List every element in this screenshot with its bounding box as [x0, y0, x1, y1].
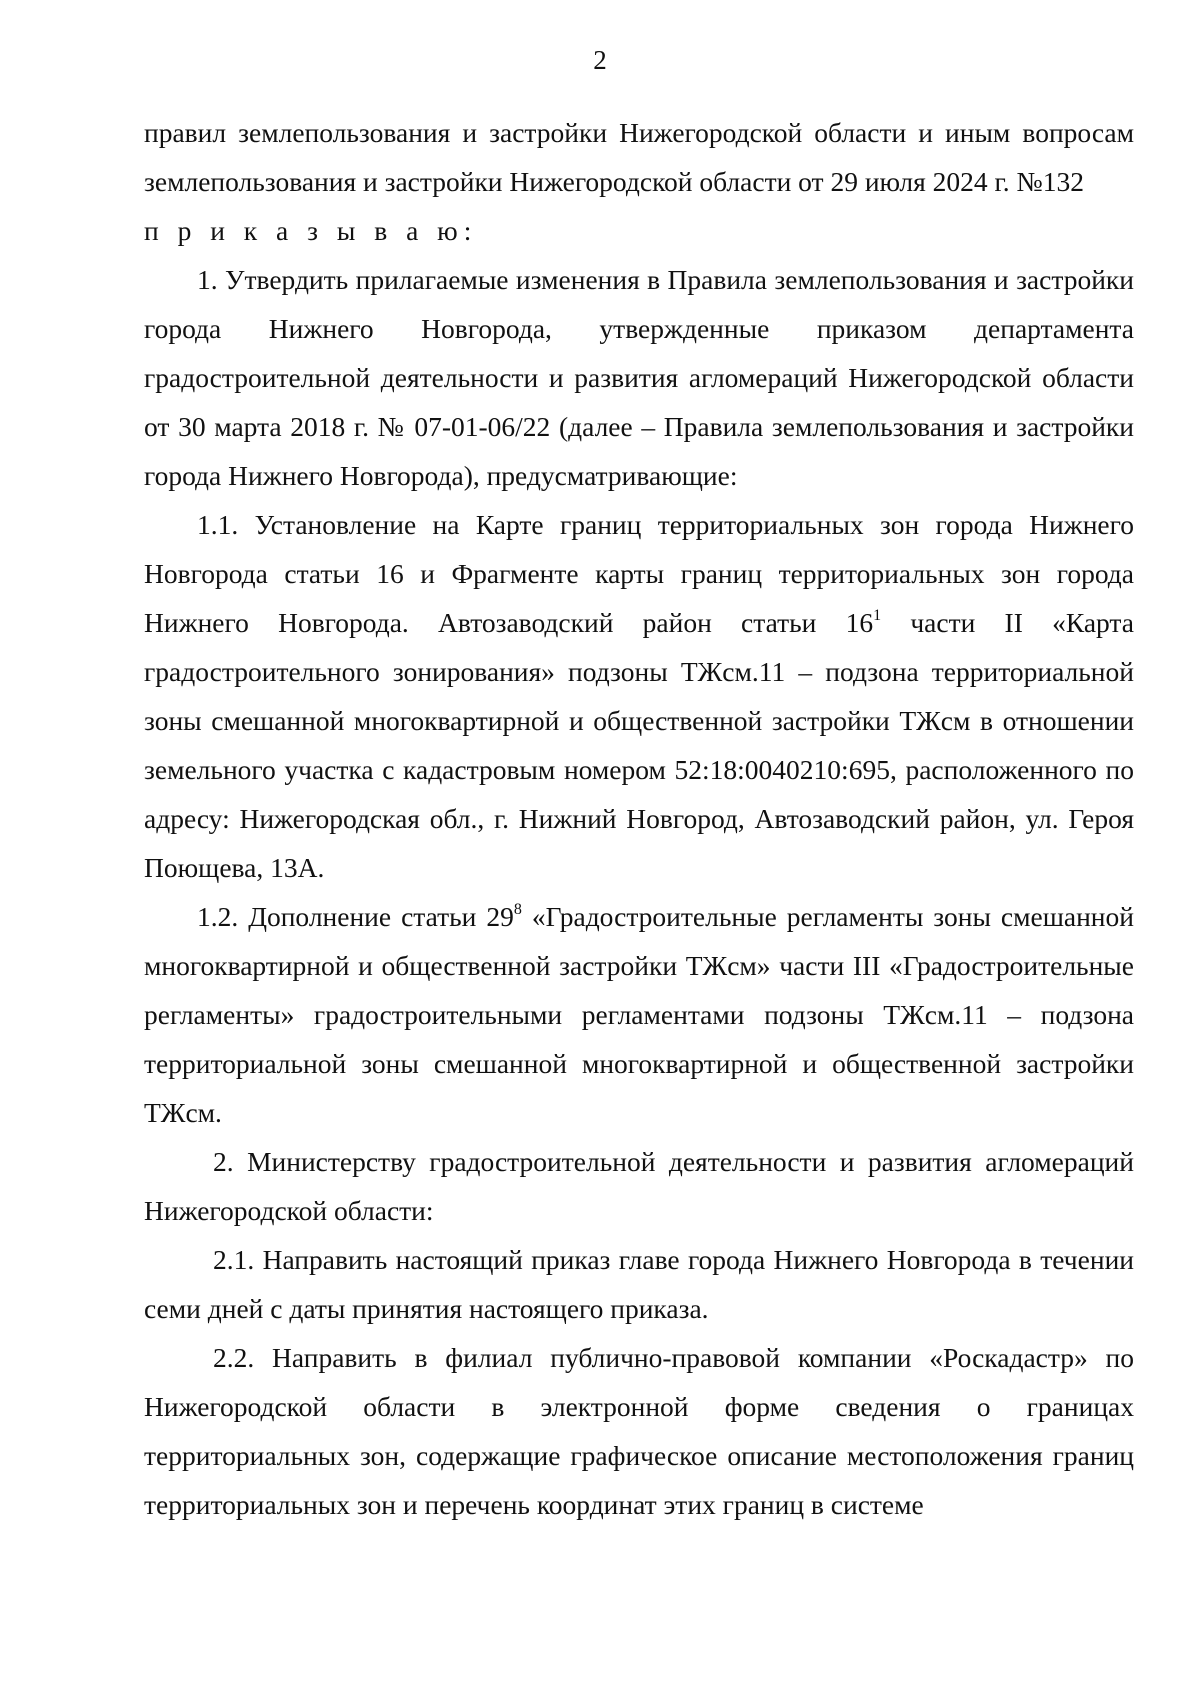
page-number: 2: [593, 45, 607, 75]
order-word: п р и к а з ы в а ю:: [144, 215, 478, 246]
paragraph-1-2-superscript: 8: [513, 900, 522, 918]
paragraph-1-1-superscript: 1: [873, 606, 882, 624]
paragraph-2-2: 2.2. Направить в филиал публично-правовой компании «Роскадастр» по Нижегородской области в электронной форме сведения о границах территориальных зон, содержащие графическое описание местоположения границ территориальных зон и перечень координат этих границ в системе: [144, 1342, 1134, 1520]
paragraph-1-1-text-a: 1.1. Установление на Карте границ территориальных зон города Нижнего Новгорода статьи 16 и Фрагменте карты границ территориальных зон города Нижнего Новгорода. Автозаводский район статьи 16: [144, 509, 1134, 638]
paragraph-1-1: [144, 500, 1134, 892]
document-body: [144, 108, 1134, 1529]
paragraph-1-2-text-a: 1.2. Дополнение статьи 29: [197, 901, 514, 932]
paragraph-2-1: 2.1. Направить настоящий приказ главе города Нижнего Новгорода в течении семи дней с даты принятия настоящего приказа.: [144, 1244, 1134, 1324]
intro-paragraph: правил землепользования и застройки Нижегородской области и иным вопросам землепользования и застройки Нижегородской области от 29 июля 2024 г. №132: [144, 117, 1134, 197]
paragraph-1-2-text-b: «Градостроительные регламенты зоны смешанной многоквартирной и общественной застройки ТЖсм» части III «Градостроительные регламенты» градостроительными регламентами подзоны ТЖсм.11 – подзона территориальной зоны смешанной многоквартирной и общественной застройки ТЖсм.: [144, 901, 1134, 1128]
paragraph-2: 2. Министерству градостроительной деятельности и развития агломераций Нижегородской области:: [144, 1146, 1134, 1226]
paragraph-1: 1. Утвердить прилагаемые изменения в Правила землепользования и застройки города Нижнего Новгорода, утвержденные приказом департамента градостроительной деятельности и развития агломераций Нижегородской области от 30 марта 2018 г. № 07-01-06/22 (далее – Правила землепользования и застройки города Нижнего Новгорода), предусматривающие:: [144, 264, 1134, 491]
paragraph-1-1-text-b: части II «Карта градостроительного зонирования» подзоны ТЖсм.11 – подзона территориальной зоны смешанной многоквартирной и общественной застройки ТЖсм в отношении земельного участка с кадастровым номером 52:18:0040210:695, расположенного по адресу: Нижегородская обл., г. Нижний Новгород, Автозаводский район, ул. Героя Поющева, 13А.: [144, 607, 1134, 883]
paragraph-1-2: [144, 892, 1134, 1137]
